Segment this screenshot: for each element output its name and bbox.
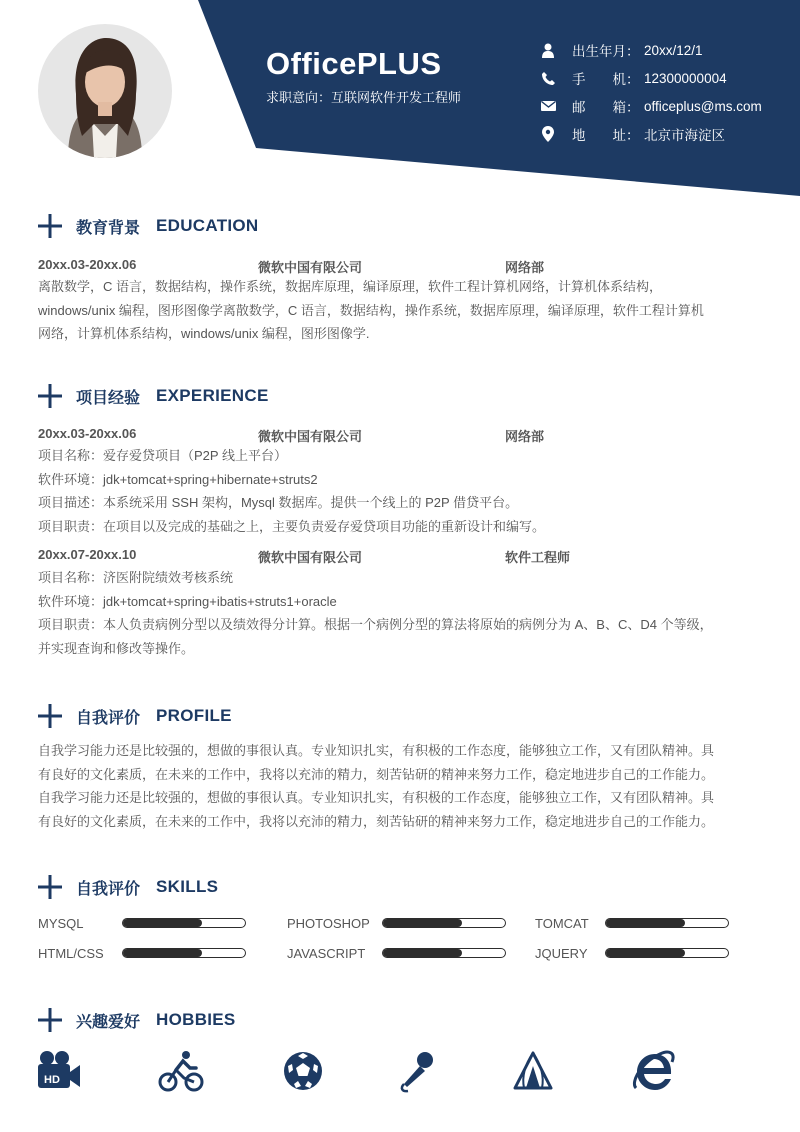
profile-heading — [38, 703, 232, 729]
experience-heading — [38, 383, 269, 409]
contact-value: 12300000004 — [644, 70, 727, 86]
skill-name: PHOTOSHOP — [287, 915, 370, 931]
job-intent: 求职意向：互联网软件开发工程师 — [266, 90, 462, 105]
location-icon — [540, 126, 556, 142]
text-line: 项目名称：济医附院绩效考核系统 — [38, 570, 234, 585]
skill-item — [535, 913, 589, 933]
skill-name: JAVASCRIPT — [287, 945, 366, 961]
text-line: 项目职责：在项目以及完成的基础之上，主要负责爱存爱贷项目功能的重新设计和编写。 — [38, 518, 546, 534]
entry-date: 20xx.07-20xx.10 — [38, 547, 137, 562]
contact-phone — [540, 64, 795, 92]
text-line: 软件环境：jdk+tomcat+spring+hibernate+struts2 — [38, 471, 318, 487]
text-line: 软件环境：jdk+tomcat+spring+ibatis+struts1+oracle — [38, 593, 337, 609]
skill-bar — [122, 948, 246, 958]
skill-bar — [382, 948, 506, 958]
skill-bar-fill — [383, 919, 462, 927]
soccer-ball-icon — [280, 1048, 326, 1094]
section-title-en: PROFILE — [156, 706, 232, 725]
contact-label: 地 址： — [572, 128, 640, 143]
section-title-en: EDUCATION — [156, 216, 259, 235]
skill-name: HTML/CSS — [38, 945, 104, 961]
skill-item — [287, 913, 370, 933]
section-title-cn: 教育背景 — [76, 219, 141, 237]
skill-bar-fill — [606, 949, 685, 957]
skill-item — [38, 943, 104, 963]
contact-value: officeplus@ms.com — [644, 98, 762, 114]
experience-entry-details — [38, 566, 758, 660]
entry-org: 微软中国有限公司 — [258, 550, 363, 565]
plus-icon — [38, 214, 62, 238]
plus-icon — [38, 875, 62, 899]
entry-date: 20xx.03-20xx.06 — [38, 426, 137, 441]
section-title-cn: 兴趣爱好 — [76, 1013, 141, 1031]
contact-label: 手 机： — [572, 72, 640, 87]
experience-entry-details — [38, 444, 758, 538]
skill-item — [287, 943, 365, 963]
contact-value: 20xx/12/1 — [644, 42, 703, 58]
skill-bar — [605, 918, 729, 928]
education-heading — [38, 213, 259, 239]
section-title-en: SKILLS — [156, 877, 219, 896]
contact-birth — [540, 36, 795, 64]
text-line: 有良好的文化素质，在未来的工作中，我将以充沛的精力，刻苦钻研的精神来努力工作，稳定地进步自己的工作能力。 — [38, 813, 715, 829]
plus-icon — [38, 1008, 62, 1032]
svg-text:HD: HD — [44, 1074, 60, 1086]
hobbies-heading — [38, 1007, 236, 1033]
entry-date: 20xx.03-20xx.06 — [38, 257, 137, 272]
person-icon — [540, 42, 556, 58]
text-line: 网络，计算机体系结构，windows/unix 编程，图形图像学. — [38, 326, 370, 341]
skill-bar — [382, 918, 506, 928]
skill-bar-fill — [123, 919, 202, 927]
text-line: 离散数学，C 语言，数据结构，操作系统，数据库原理，编译原理，软件工程计算机网络，计算机体系结构， — [38, 279, 663, 294]
contact-list — [540, 36, 795, 148]
skills-heading — [38, 874, 218, 900]
skill-bar-fill — [606, 919, 685, 927]
text-line: 项目职责：本人负责病例分型以及绩效得分计算。根据一个病例分型的算法将原始的病例分为 A、B、C、D4 个等级， — [38, 617, 713, 632]
section-title-en: HOBBIES — [156, 1010, 236, 1029]
skill-bar-fill — [383, 949, 462, 957]
section-title-en: EXPERIENCE — [156, 386, 269, 405]
education-description — [38, 275, 758, 346]
skill-bar — [122, 918, 246, 928]
microphone-icon — [394, 1048, 440, 1094]
skill-bar-fill — [123, 949, 202, 957]
text-line: 并实现查询和修改等操作。 — [38, 640, 195, 656]
tent-icon — [510, 1048, 556, 1094]
skill-name: TOMCAT — [535, 915, 589, 931]
skill-bar — [605, 948, 729, 958]
text-line: 有良好的文化素质，在未来的工作中，我将以充沛的精力，刻苦钻研的精神来努力工作，稳定地进步自己的工作能力。 — [38, 766, 715, 782]
text-line: 项目描述：本系统采用 SSH 架构，Mysql 数据库。提供一个线上的 P2P 借贷平台。 — [38, 495, 519, 510]
section-title-cn: 自我评价 — [76, 880, 141, 898]
plus-icon — [38, 704, 62, 728]
text-line: 项目名称：爱存爱贷项目（P2P 线上平台） — [38, 448, 287, 463]
plus-icon — [38, 384, 62, 408]
section-title-cn: 项目经验 — [76, 389, 141, 407]
contact-label: 邮 箱： — [572, 100, 640, 115]
entry-org: 微软中国有限公司 — [258, 429, 363, 444]
mail-icon — [540, 98, 556, 114]
entry-dept: 软件工程师 — [505, 550, 571, 565]
candidate-name: OfficePLUS — [266, 46, 442, 81]
contact-value: 北京市海淀区 — [644, 128, 725, 143]
text-line: windows/unix 编程，图形图像学离散数学，C 语言，数据结构，操作系统，数据库原理，编译原理，软件工程计算机 — [38, 302, 704, 318]
internet-explorer-icon — [630, 1048, 676, 1094]
text-line: 自我学习能力还是比较强的，想做的事很认真。专业知识扎实，有积极的工作态度，能够独立工作，又有团队精神。具 — [38, 743, 715, 758]
text-line: 自我学习能力还是比较强的，想做的事很认真。专业知识扎实，有积极的工作态度，能够独立工作，又有团队精神。具 — [38, 790, 715, 805]
contact-address — [540, 120, 795, 148]
entry-dept: 网络部 — [505, 260, 545, 275]
entry-dept: 网络部 — [505, 429, 545, 444]
contact-email — [540, 92, 795, 120]
skill-name: JQUERY — [535, 945, 588, 961]
profile-description — [38, 739, 758, 833]
skill-item — [38, 913, 84, 933]
skill-name: MYSQL — [38, 915, 84, 931]
entry-org: 微软中国有限公司 — [258, 260, 363, 275]
skill-item — [535, 943, 588, 963]
hd-video-icon — [36, 1048, 82, 1094]
avatar — [38, 24, 172, 158]
cycling-icon — [158, 1048, 204, 1094]
section-title-cn: 自我评价 — [76, 709, 141, 727]
contact-label: 出生年月： — [572, 44, 640, 59]
phone-icon — [540, 70, 556, 86]
